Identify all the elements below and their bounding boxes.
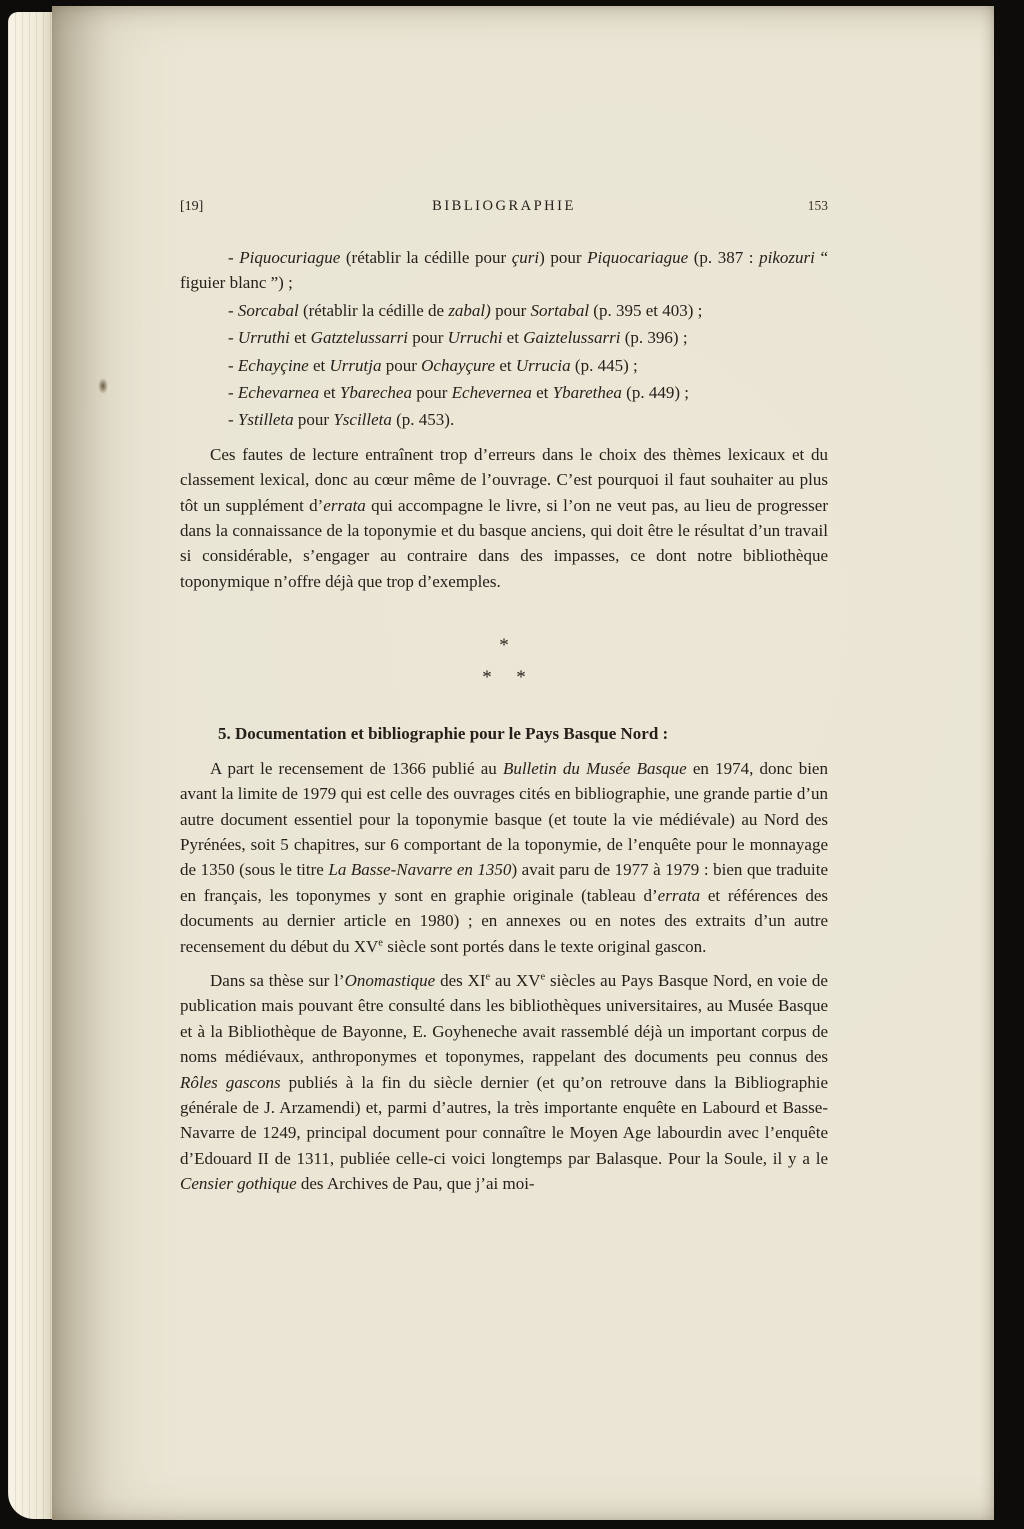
page-header [180, 198, 828, 215]
text-block [180, 198, 828, 1197]
paragraph: Ces fautes de lecture entraînent trop d’erreurs dans le choix des thèmes lexicaux et du classement lexical, donc au cœur même de l’ouvrage. C’est pourquoi il faut souhaiter au plus tôt un supplément d’errata qui accompagne le livre, si l’on ne veut pas, au lieu de progresser dans la connaissance de la toponymie et du basque anciens, qui doit être le résultat d’un travail si considérable, s’engager au contraire dans des impasses, ce dont notre bibliothèque toponymique n’offre déjà que trop d’exemples. [180, 444, 828, 591]
list-item: - Ystilleta pour Yscilleta (p. 453). [228, 410, 455, 430]
running-title: BIBLIOGRAPHIE [432, 198, 576, 214]
list-item: - Sorcabal (rétablir la cédille de zabal) pour Sortabal (p. 395 et 403) ; [228, 300, 703, 320]
section-separator: * * * [482, 635, 526, 689]
folio-bracket-number: [19] [180, 199, 204, 214]
list-item: - Urruthi et Gatztelussarri pour Urruchi et Gaiztelussarri (p. 396) ; [228, 328, 688, 348]
book-page-edges [8, 12, 54, 1519]
paragraph: Dans sa thèse sur l’Onomastique des XIe au XVe siècles au Pays Basque Nord, en voie de publication mais pouvant être consulté dans les bibliothèques universitaires, au Musée Basque et à la Bibliothèque de Bayonne, E. Goyheneche avait rassemblé déjà un important corpus de noms médiévaux, anthroponymes et toponymes, rappelant des documents peu connus des Rôles gascons publiés à la fin du siècle dernier (et qu’on retrouve dans la Bibliographie générale de J. Arzamendi) et, parmi d’autres, la très importante enquête en Labourd et Basse-Navarre de 1249, principal document pour connaître le Moyen Age labourdin avec l’enquête d’Edouard II de 1311, publiée celle-ci voici longtemps par Balasque. Pour la Soule, il y a le Censier gothique des Archives de Pau, que j’ai moi- [180, 970, 828, 1194]
book-page [52, 6, 994, 1520]
list-item: - Piquocuriague (rétablir la cédille pour çuri) pour Piquocariague (p. 387 : pikozuri “ figuier blanc ”) ; [180, 248, 828, 293]
section-heading: 5. Documentation et bibliographie pour le Pays Basque Nord : [218, 724, 669, 744]
list-item: - Echayçine et Urrutja pour Ochayçure et Urrucia (p. 445) ; [228, 355, 638, 375]
scan-blemish [98, 378, 108, 394]
paragraph: A part le recensement de 1366 publié au Bulletin du Musée Basque en 1974, donc bien avant la limite de 1979 qui est celle des ouvrages cités en bibliographie, une grande partie d’un autre document essentiel pour la toponymie basque (et toute la vie médiévale) au Nord des Pyrénées, soit 5 chapitres, sur 6 comportant de la toponymie, de l’enquête pour le monnayage de 1350 (sous le titre La Basse-Navarre en 1350) avait paru de 1977 à 1979 : bien que traduite en français, les toponymes y sont en graphie originale (tableau d’errata et références des documents au dernier article en 1980) ; en annexes ou en notes des extraits d’un autre recensement du début du XVe siècle sont portés dans le texte original gascon. [180, 758, 828, 956]
page-content [180, 245, 828, 1197]
list-item: - Echevarnea et Ybarechea pour Echevernea et Ybarethea (p. 449) ; [228, 383, 689, 403]
page-number: 153 [807, 198, 828, 213]
